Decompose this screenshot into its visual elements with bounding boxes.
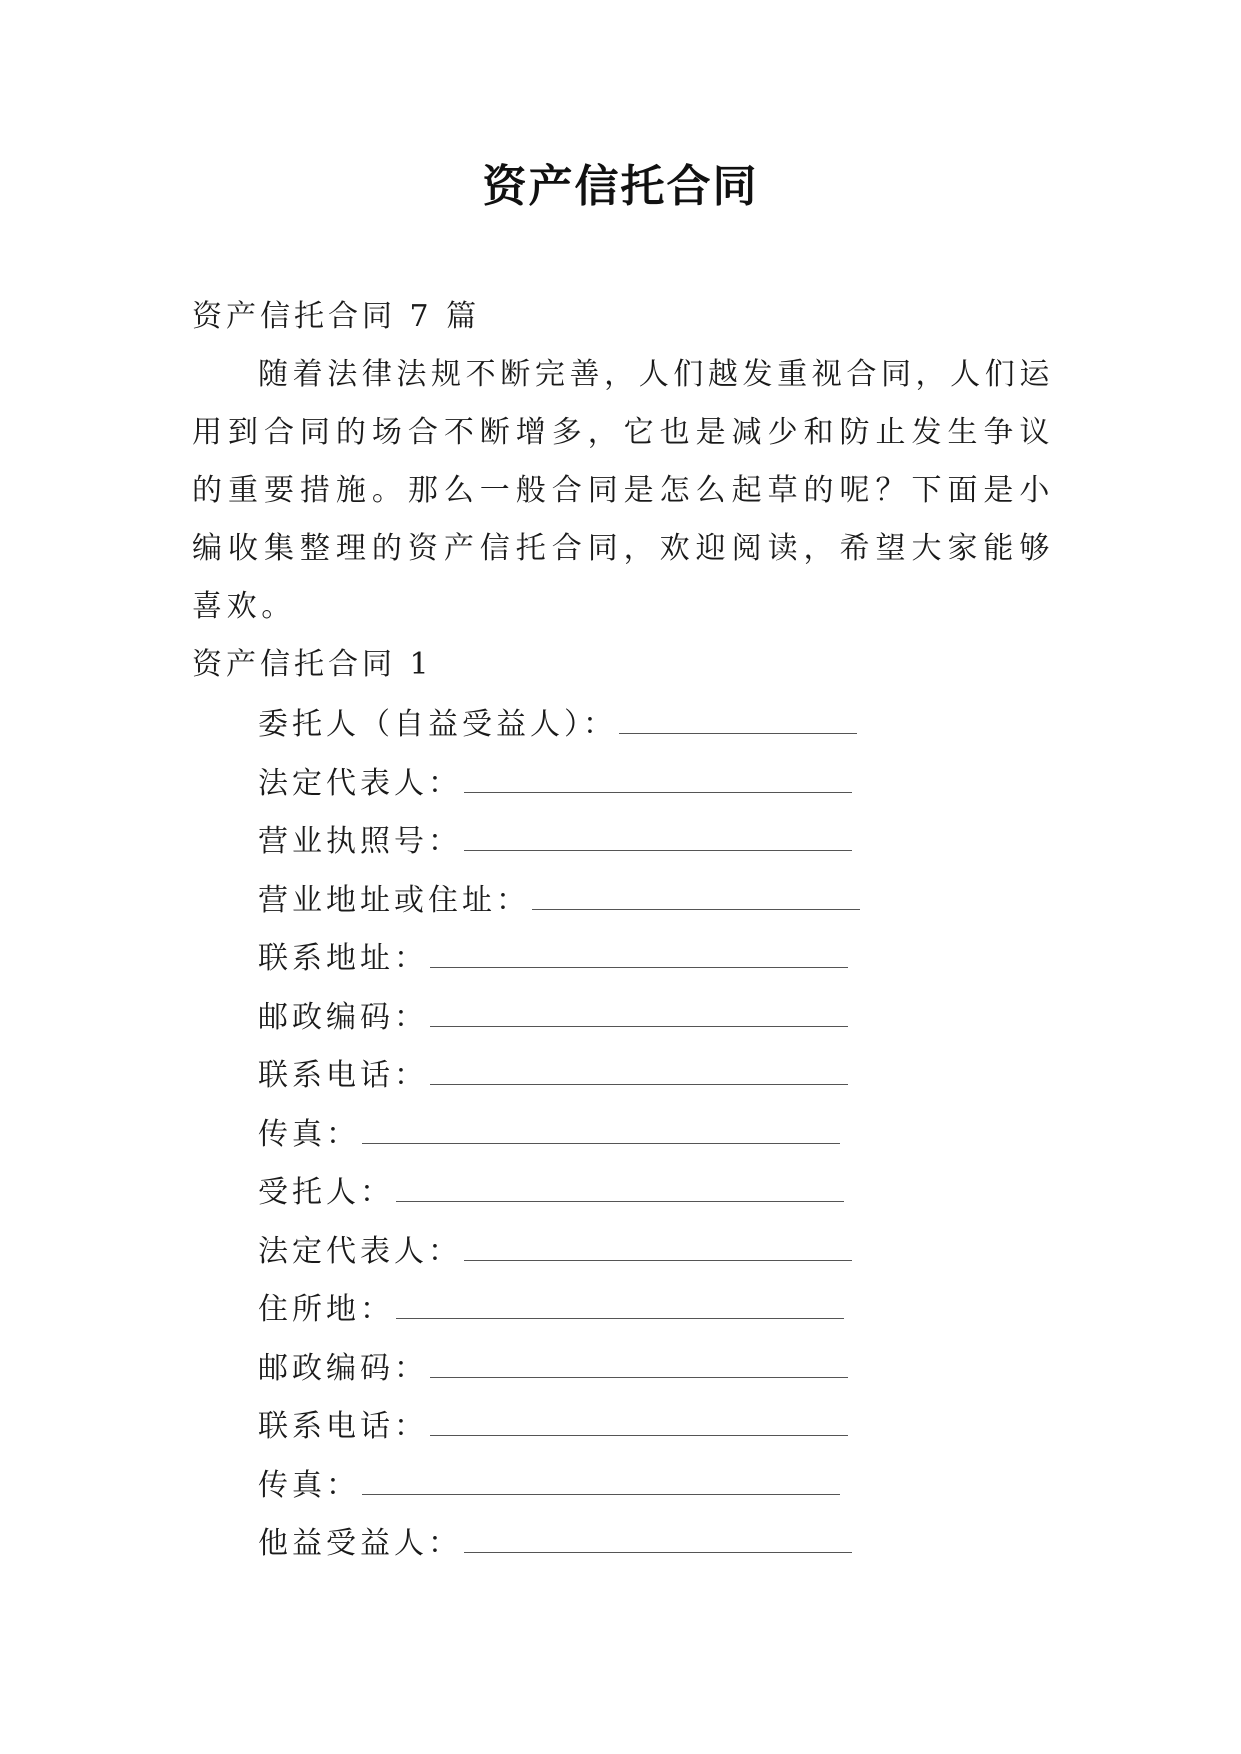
field-label: 邮政编码：: [258, 1350, 428, 1386]
blank-line[interactable]: [396, 1296, 844, 1319]
field-label: 联系电话：: [258, 1409, 428, 1444]
field-trustee-legal-rep: [258, 1223, 898, 1282]
field-other-beneficiary: [258, 1515, 898, 1574]
blank-line[interactable]: [362, 1472, 840, 1495]
field-label: 传真：: [258, 1116, 360, 1152]
blank-line[interactable]: [396, 1179, 844, 1202]
blank-line[interactable]: [430, 945, 848, 968]
blank-line[interactable]: [362, 1121, 840, 1144]
blank-line[interactable]: [464, 770, 852, 793]
field-domicile: [258, 1281, 898, 1340]
blank-line[interactable]: [430, 1355, 848, 1378]
blank-line[interactable]: [430, 1062, 848, 1085]
field-legal-rep: [258, 755, 898, 814]
field-trustee-phone: [258, 1398, 898, 1457]
field-label: 委托人（自益受益人）：: [258, 707, 617, 742]
blank-line[interactable]: [464, 1238, 852, 1261]
field-trustee-postcode: [258, 1340, 898, 1399]
blank-line[interactable]: [430, 1004, 848, 1027]
section-title: 资产信托合同 1: [192, 647, 433, 682]
field-contact-address: [258, 930, 898, 989]
party-fields: [258, 696, 898, 1574]
field-label: 联系地址：: [258, 941, 428, 976]
document-title: 资产信托合同: [482, 161, 759, 212]
field-fax: [258, 1106, 898, 1165]
field-label: 传真：: [258, 1467, 360, 1503]
field-business-address: [258, 872, 898, 931]
field-label: 法定代表人：: [258, 1233, 462, 1269]
intro-paragraph: 随着法律法规不断完善，人们越发重视合同，人们运用到合同的场合不断增多，它也是减少和防止发生争议的重要措施。那么一般合同是怎么起草的呢？下面是小编收集整理的资产信托合同，欢迎阅读，希望大家能够喜欢。: [192, 357, 1054, 624]
field-label: 营业地址或住址：: [258, 882, 530, 918]
field-license-no: [258, 813, 898, 872]
field-phone: [258, 1047, 898, 1106]
blank-line[interactable]: [464, 828, 852, 851]
field-label: 他益受益人：: [258, 1526, 462, 1561]
blank-line[interactable]: [464, 1530, 852, 1553]
field-trustee: [258, 1164, 898, 1223]
document-subtitle: 资产信托合同 7 篇: [192, 299, 481, 334]
field-label: 邮政编码：: [258, 999, 428, 1035]
blank-line[interactable]: [532, 887, 860, 910]
field-label: 营业执照号：: [258, 824, 462, 859]
field-label: 联系电话：: [258, 1058, 428, 1093]
field-trustee-fax: [258, 1457, 898, 1516]
field-label: 受托人：: [258, 1175, 394, 1210]
field-trustor: [258, 696, 898, 755]
blank-line[interactable]: [619, 711, 857, 734]
field-label: 住所地：: [258, 1292, 394, 1327]
field-postcode: [258, 989, 898, 1048]
blank-line[interactable]: [430, 1413, 848, 1436]
field-label: 法定代表人：: [258, 765, 462, 801]
